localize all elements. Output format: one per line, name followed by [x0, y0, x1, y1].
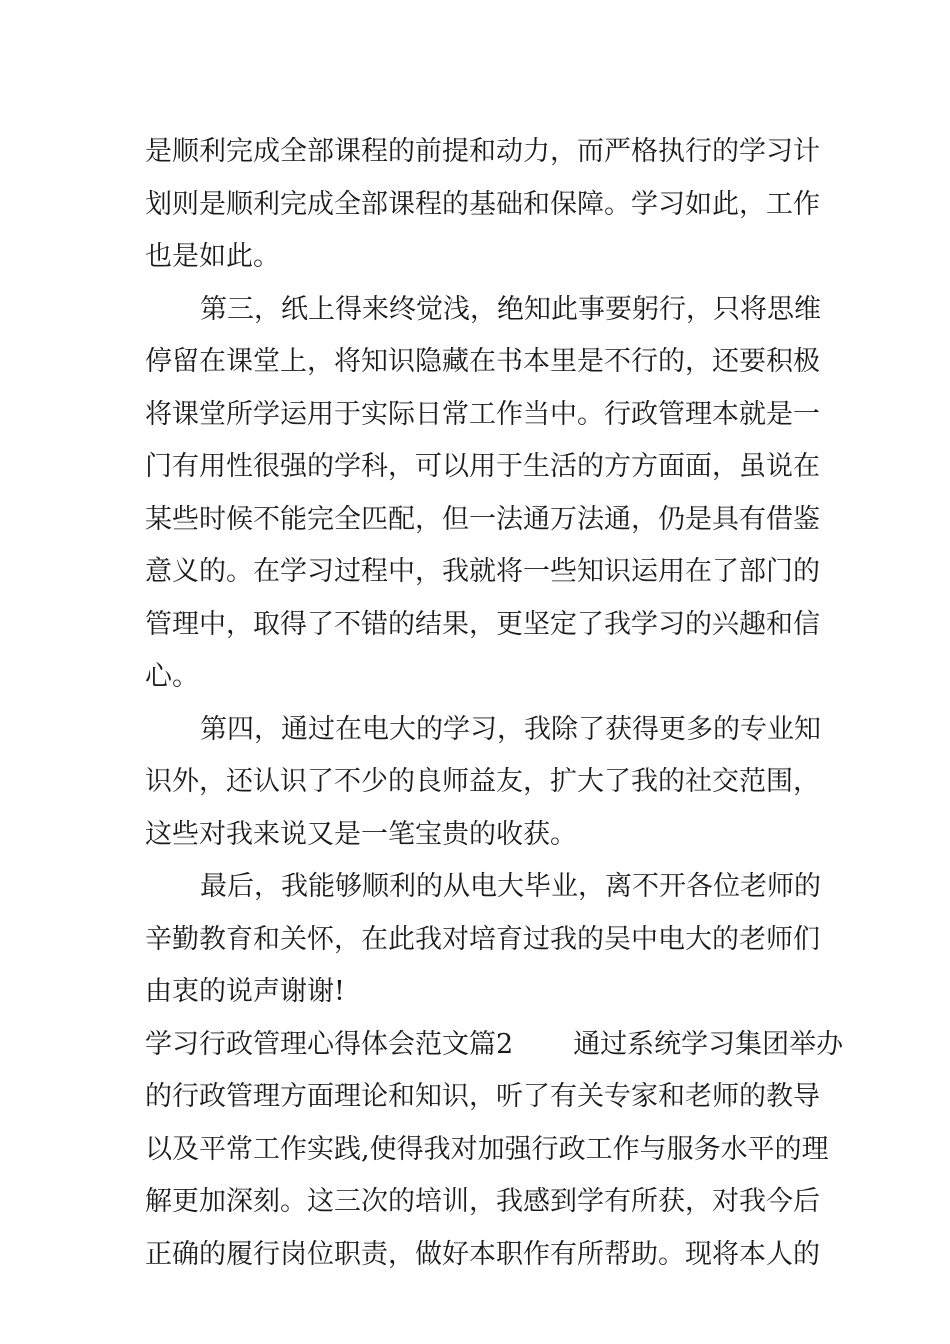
text-line: 停留在课堂上，将知识隐藏在书本里是不行的，还要积极	[145, 346, 820, 377]
text-line: 某些时候不能完全匹配，但一法通万法通，仍是具有借鉴	[145, 503, 820, 535]
text-line: 也是如此。	[145, 241, 280, 272]
text-line: 管理中，取得了不错的结果，更坚定了我学习的兴趣和信	[145, 608, 820, 640]
text-line: 解更加深刻。这三次的培训，我感到学有所获，对我今后	[145, 1186, 820, 1217]
text-line: 第三，纸上得来终觉浅，绝知此事要躬行，只将思维	[200, 293, 821, 325]
text-line: 由衷的说声谢谢!	[145, 976, 345, 1007]
section-2-first-line-text: 通过系统学习集团举办	[573, 1028, 844, 1060]
text-line: 识外，还认识了不少的良师益友，扩大了我的社交范围，	[145, 766, 820, 797]
text-line: 意义的。在学习过程中，我就将一些知识运用在了部门的	[145, 556, 820, 587]
text-line: 的行政管理方面理论和知识，听了有关专家和老师的教导	[145, 1081, 820, 1112]
section-2	[145, 1019, 844, 1282]
section-title: 学习行政管理心得体会范文篇2	[145, 1028, 514, 1060]
text-line: 最后，我能够顺利的从电大毕业，离不开各位老师的	[200, 871, 821, 902]
text-line: 划则是顺利完成全部课程的基础和保障。学习如此，工作	[145, 188, 820, 220]
text-line: 正确的履行岗位职责，做好本职作有所帮助。现将本人的	[145, 1238, 820, 1270]
text-line: 心。	[145, 661, 199, 692]
text-line: 这些对我来说又是一笔宝贵的收获。	[145, 818, 577, 850]
paragraph-fourth	[145, 704, 821, 862]
paragraph-final	[145, 861, 821, 1019]
text-line: 辛勤教育和关怀，在此我对培育过我的吴中电大的老师们	[145, 923, 820, 955]
text-line: 将课堂所学运用于实际日常工作当中。行政管理本就是一	[145, 398, 820, 430]
document-body	[145, 126, 844, 1281]
text-line: 门有用性很强的学科，可以用于生活的方方面面，虽说在	[145, 451, 820, 482]
paragraph-third	[145, 284, 821, 704]
text-line: 以及平常工作实践,使得我对加强行政工作与服务水平的理	[145, 1133, 829, 1165]
text-line: 第四，通过在电大的学习，我除了获得更多的专业知	[200, 713, 821, 745]
paragraph-continuation	[145, 126, 820, 284]
text-line: 是顺利完成全部课程的前提和动力，而严格执行的学习计	[145, 136, 820, 167]
section-2-first-line	[145, 1019, 844, 1072]
